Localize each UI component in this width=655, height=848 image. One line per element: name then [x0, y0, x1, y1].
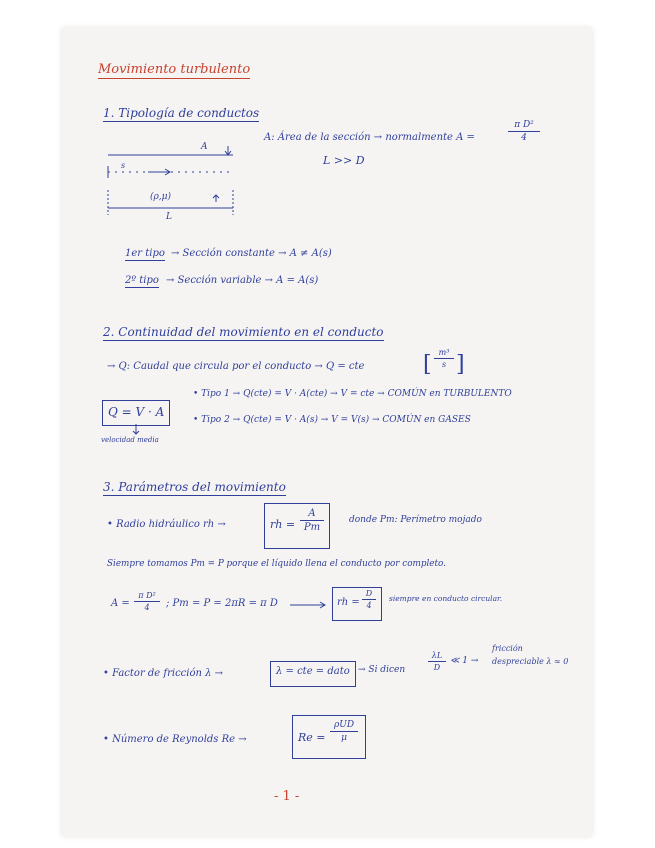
type-2-label-text: 2º tipo [125, 275, 159, 286]
section-3-heading: 3. Parámetros del movimiento [103, 480, 286, 494]
diagram-label-properties: (ρ,μ) [150, 192, 172, 202]
area-fraction-denominator: 4 [521, 133, 527, 143]
perimeter-relation: ; Pm = P = 2πR = π D [166, 598, 278, 609]
type-2-continuity: • Tipo 2 → Q(cte) = V · A(s) → V = V(s) → COMÚN en GASES [193, 415, 471, 425]
wetted-perimeter-definition: donde Pm: Perímetro mojado [349, 515, 482, 525]
fraction-bar [428, 661, 446, 662]
page-title: Movimiento turbulento [98, 62, 251, 77]
reynolds-fraction [330, 720, 358, 743]
unit-bracket-left: [ [423, 352, 432, 377]
type-1-label-text: 1er tipo [125, 248, 165, 259]
unit-denominator: s [441, 360, 447, 369]
area-definition: A: Área de la sección → normalmente A = [264, 132, 475, 143]
page-number: - 1 - [274, 789, 300, 804]
friction-ratio-denominator: D [433, 663, 441, 672]
fraction-bar [330, 731, 358, 732]
wetted-perimeter-note: Siempre tomamos Pm = P porque el líquido llena el conducto por completo. [107, 559, 446, 569]
continuity-equation: Q = V · A [108, 405, 165, 419]
fraction-bar [362, 599, 376, 600]
unit-bracket-right: ] [456, 352, 465, 377]
friction-ratio-fraction [428, 651, 446, 672]
circular-radius-fraction [362, 589, 376, 610]
diagram-label-s: s [121, 161, 126, 170]
friction-condition: → Si dicen [358, 665, 406, 675]
reynolds-numerator: ρUD [333, 720, 355, 730]
unit-numerator: m³ [438, 348, 450, 357]
diagram-label-a: A [201, 142, 208, 152]
negligible-friction-result: despreciable λ ≈ 0 [492, 657, 569, 666]
diagram-label-length: L [166, 212, 172, 222]
circular-radius-numerator: D [365, 589, 373, 598]
friction-factor-label: • Factor de fricción λ → [103, 668, 224, 679]
circular-radius-lhs: rh = [337, 597, 360, 608]
flow-definition: → Q: Caudal que circula por el conducto → Q = cte [107, 361, 365, 372]
area-lhs: A = [111, 598, 130, 609]
friction-ratio-numerator: λL [431, 651, 443, 660]
type-2-description: → Sección variable → A = A(s) [166, 275, 319, 286]
hydraulic-radius-denominator: Pm [303, 522, 321, 533]
type-1-continuity: • Tipo 1 → Q(cte) = V · A(cte) → V = cte → COMÚN en TURBULENTO [193, 389, 512, 399]
circular-radius-denominator: 4 [366, 601, 372, 610]
circular-pipe-note: siempre en conducto circular. [389, 594, 503, 603]
negligible-friction-word: fricción [492, 644, 523, 653]
hydraulic-radius-numerator: A [308, 508, 316, 519]
reynolds-lhs: Re = [298, 731, 326, 744]
section-1-heading: 1. Tipología de conductos [103, 106, 260, 120]
hydraulic-radius-label: • Radio hidráulico rh → [107, 519, 226, 530]
circle-area-denominator: 4 [144, 603, 150, 612]
reynolds-label: • Número de Reynolds Re → [103, 734, 247, 745]
much-less-than-one: ≪ 1 → [450, 656, 479, 666]
length-relation: L >> D [323, 154, 365, 167]
section-2-heading: 2. Continuidad del movimiento en el conducto [103, 325, 384, 339]
hydraulic-radius-lhs: rh = [270, 518, 296, 531]
area-fraction-numerator: π D² [514, 120, 534, 130]
reynolds-denominator: μ [341, 733, 347, 743]
type-1-description: → Sección constante → A ≠ A(s) [171, 248, 332, 259]
circle-area-numerator: π D² [138, 591, 156, 600]
friction-factor-value: λ = cte = dato [276, 666, 350, 677]
mean-velocity-caption: velocidad media [101, 436, 159, 444]
